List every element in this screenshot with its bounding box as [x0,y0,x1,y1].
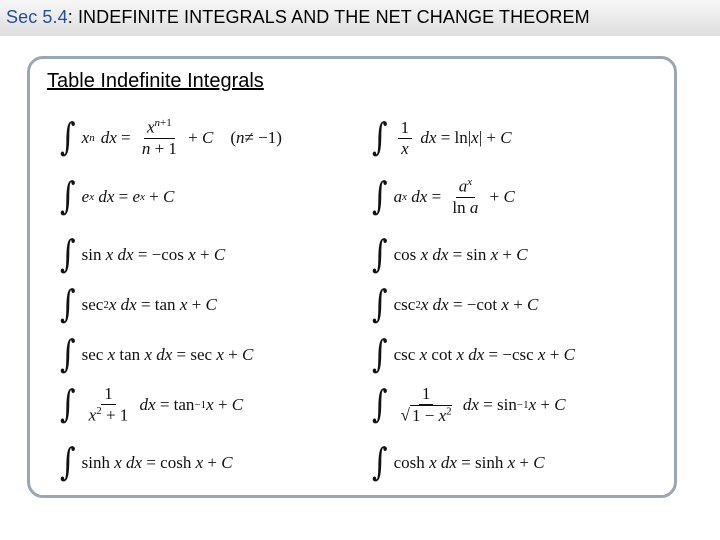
formula-cos: ∫ cos x dx = sin x + C [372,232,528,277]
formula-reciprocal: ∫ $\frac{1}{x}$ dx = ln| x | + C [372,115,512,160]
formula-csc-squared: ∫ csc 2 x dx = −cot x + C [372,282,539,327]
slide-title [6,7,590,28]
section-title: : INDEFINITE INTEGRALS AND THE NET CHANGE THEOREM [67,7,590,27]
section-number: Sec 5.4 [6,7,68,27]
formula-arctan: ∫ $\frac{1}{x^2 + 1}$ dx = tan −1 x + C [60,382,244,427]
formula-arcsin: ∫ $\frac{1}{√ 1 - x^2}$ dx = sin −1 x + C [372,382,566,427]
formula-sec-tan: ∫ sec x tan x dx = sec x + C [60,332,254,377]
formula-power-rule: ∫ x n dx = $\frac{x^{n+1}}{n + 1}$ + C ( n ≠ −1) [60,115,282,160]
formula-csc-cot: ∫ csc x cot x dx = −csc x + C [372,332,575,377]
formula-sinh: ∫ sinh x dx = cosh x + C [60,440,233,485]
formula-exponential-base: ∫ a x dx = $\frac{a^x}{\text{ln a}}$ + C [372,174,515,219]
formula-sin: ∫ sin x dx = −cos x + C [60,232,226,277]
formula-exp: ∫ e x dx = e x + C [60,174,175,219]
formula-cosh: ∫ cosh x dx = sinh x + C [372,440,545,485]
table-heading: Table Indefinite Integrals [47,70,264,92]
formula-sec-squared: ∫ sec 2 x dx = tan x + C [60,282,217,327]
